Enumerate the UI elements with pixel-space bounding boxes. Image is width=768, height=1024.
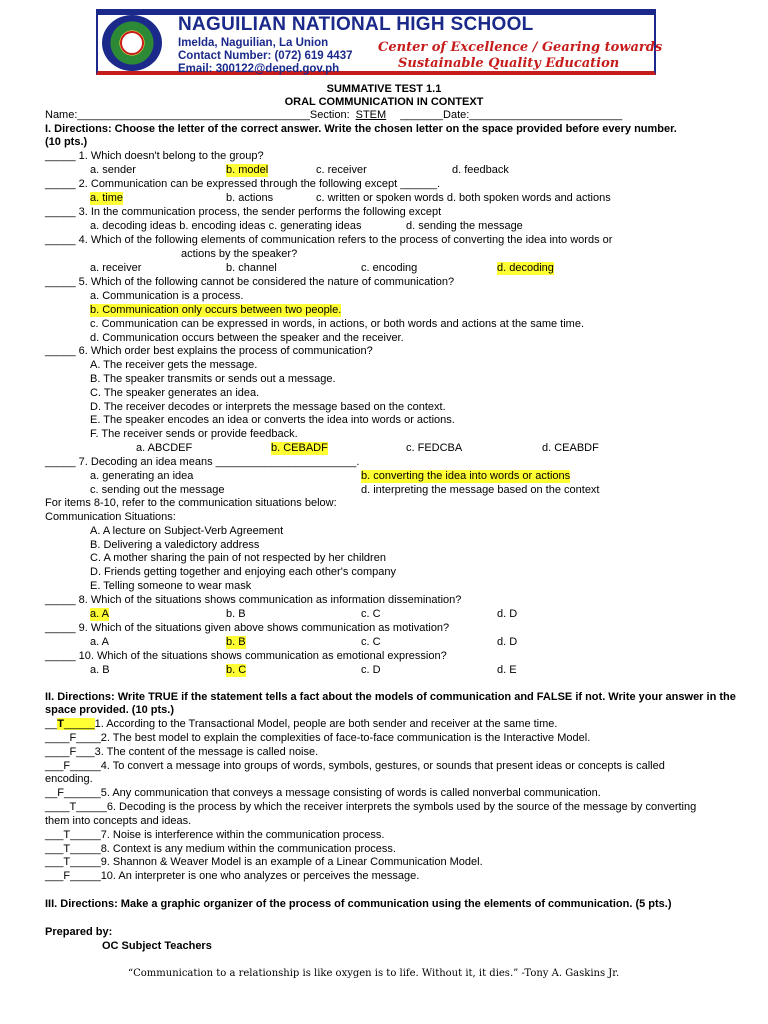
- q10-choice-c: c. D: [361, 664, 381, 676]
- q6-choice-c: c. FEDCBA: [406, 442, 463, 454]
- q4-stem-cont: actions by the speaker?: [181, 248, 298, 260]
- tf-item-8: ___T_____8. Context is any medium within the communication process.: [45, 843, 396, 855]
- q1-choice-c: c. receiver: [316, 164, 367, 176]
- q10-stem: _____ 10. Which of the situations shows communication as emotional expression?: [45, 650, 447, 662]
- tf-item-4: ___F_____4. To convert a message into groups of words, symbols, gestures, or sounds that present ideas or concepts is called: [45, 760, 665, 772]
- situation-item: D. Friends getting together and enjoying each other's company: [90, 566, 397, 578]
- q6-stem: _____ 6. Which order best explains the process of communication?: [45, 345, 373, 357]
- school-contact-number: Contact Number: (072) 619 4437: [178, 50, 353, 62]
- name-label: Name:______________________________________: [45, 109, 310, 121]
- q2-stem: _____ 2. Communication can be expressed through the following except ______.: [45, 178, 441, 190]
- school-email: Email: 300122@deped.gov.ph: [178, 63, 340, 75]
- tf-answer: T: [69, 801, 77, 813]
- tf-answer: F: [57, 787, 64, 799]
- section-value: STEM: [355, 109, 387, 121]
- situation-item: A. A lecture on Subject-Verb Agreement: [90, 525, 284, 537]
- situations-label: Communication Situations:: [45, 511, 176, 523]
- tf-item-7: ___T_____7. Noise is interference within the communication process.: [45, 829, 385, 841]
- tf-answer: T: [63, 856, 71, 868]
- q6-choice-a: a. ABCDEF: [136, 442, 193, 454]
- q9-choice-c: c. C: [361, 636, 381, 648]
- tf-item-6-cont: them into concepts and ideas.: [45, 815, 192, 827]
- q3-choice-d: d. sending the message: [406, 220, 523, 232]
- q9-choice-a: a. A: [90, 636, 109, 648]
- q5-choice-a: a. Communication is a process.: [90, 290, 244, 302]
- q9-choice-b: b. B: [226, 636, 246, 648]
- q5-choice-b: b. Communication only occurs between two people.: [90, 304, 342, 316]
- prepared-by-label: Prepared by:: [45, 926, 113, 938]
- test-title: SUMMATIVE TEST 1.1: [326, 83, 442, 95]
- q7-choice-d: d. interpreting the message based on the context: [361, 484, 600, 496]
- school-motto-line2: Sustainable Quality Education: [398, 56, 620, 71]
- q3-stem: _____ 3. In the communication process, the sender performs the following except: [45, 206, 442, 218]
- part1-points: (10 pts.): [45, 136, 88, 148]
- tf-answer: T: [63, 843, 71, 855]
- q8-choice-d: d. D: [497, 608, 518, 620]
- q3-choice-abc: a. decoding ideas b. encoding ideas c. generating ideas: [90, 220, 362, 232]
- q6-step: F. The receiver sends or provide feedback.: [90, 428, 298, 440]
- prepared-by-teachers: OC Subject Teachers: [102, 940, 212, 952]
- q6-choice-d: d. CEABDF: [542, 442, 599, 454]
- q10-choice-d: d. E: [497, 664, 517, 676]
- q5-choice-c: c. Communication can be expressed in words, in actions, or both words and actions at the same time.: [90, 318, 585, 330]
- situation-item: E. Telling someone to wear mask: [90, 580, 252, 592]
- q7-choice-a: a. generating an idea: [90, 470, 194, 482]
- tf-answer: T: [63, 829, 71, 841]
- school-address: Imelda, Naguilian, La Union: [178, 37, 329, 49]
- tf-item-4-cont: encoding.: [45, 773, 93, 785]
- q4-choice-c: c. encoding: [361, 262, 418, 274]
- items-note: For items 8-10, refer to the communication situations below:: [45, 497, 337, 509]
- subject-title: ORAL COMMUNICATION IN CONTEXT: [284, 96, 484, 108]
- tf-answer: F: [63, 870, 71, 882]
- tf-item-3: ____F___3. The content of the message is called noise.: [45, 746, 319, 758]
- part2-directions-cont: space provided. (10 pts.): [45, 704, 174, 716]
- seal-center: [120, 31, 144, 55]
- school-name: NAGUILIAN NATIONAL HIGH SCHOOL: [178, 14, 534, 35]
- q1-choice-b: b. model: [226, 164, 269, 176]
- q4-choice-d: d. decoding: [497, 262, 554, 274]
- q1-choice-a: a. sender: [90, 164, 136, 176]
- tf-answer: F: [63, 760, 71, 772]
- q8-stem: _____ 8. Which of the situations shows communication as information dissemination?: [45, 594, 462, 606]
- q6-choice-b: b. CEBADF: [271, 442, 328, 454]
- q1-choice-d: d. feedback: [452, 164, 509, 176]
- q2-choice-b: b. actions: [226, 192, 274, 204]
- q1-stem: _____ 1. Which doesn't belong to the group?: [45, 150, 264, 162]
- q6-step: A. The receiver gets the message.: [90, 359, 258, 371]
- q7-stem: _____ 7. Decoding an idea means _______________________.: [45, 456, 360, 468]
- school-seal-logo: [102, 15, 162, 71]
- school-header-banner: [96, 9, 663, 75]
- q6-step: E. The speaker encodes an idea or converts the idea into words or actions.: [90, 414, 455, 426]
- part1-directions: I. Directions: Choose the letter of the correct answer. Write the chosen letter on the space provided before every number.: [45, 123, 677, 135]
- q4-choice-b: b. channel: [226, 262, 277, 274]
- q8-choice-c: c. C: [361, 608, 381, 620]
- date-label: Date:_________________________: [443, 109, 623, 121]
- situation-item: B. Delivering a valedictory address: [90, 539, 260, 551]
- part2-directions: II. Directions: Write TRUE if the statement tells a fact about the models of communication and FALSE if not. Write your answer in the: [45, 691, 736, 703]
- q5-choice-d: d. Communication occurs between the speaker and the receiver.: [90, 332, 404, 344]
- q5-stem: _____ 5. Which of the following cannot be considered the nature of communication?: [45, 276, 455, 288]
- q6-step: C. The speaker generates an idea.: [90, 387, 260, 399]
- tf-item-2: ____F____2. The best model to explain the complexities of face-to-face communication is the Interactive Model.: [45, 732, 591, 744]
- school-motto-line1: Center of Excellence / Gearing towards: [378, 40, 663, 55]
- q2-choice-c: c. written or spoken words d. both spoken words and actions: [316, 192, 611, 204]
- q7-choice-c: c. sending out the message: [90, 484, 225, 496]
- q10-choice-a: a. B: [90, 664, 110, 676]
- name-field[interactable]: Name:______________________________________Section: STEM _______Date:_________________________: [45, 109, 623, 121]
- situation-item: C. A mother sharing the pain of not respected by her children: [90, 552, 386, 564]
- part3-directions: III. Directions: Make a graphic organizer of the process of communication using the elements of communication. (5 pts.): [45, 898, 672, 910]
- tf-answer: F: [69, 732, 77, 744]
- footer-quote: “Communication to a relationship is like oxygen is to life. Without it, it dies.” -Tony A. Gaskins Jr.: [128, 968, 620, 979]
- q8-choice-a: a. A: [90, 608, 109, 620]
- tf-item-10: ___F_____10. An interpreter is one who analyzes or perceives the message.: [45, 870, 420, 882]
- q9-choice-d: d. D: [497, 636, 518, 648]
- tf-item-5: __F______5. Any communication that conveys a message consisting of words is called nonverbal communication.: [45, 787, 601, 799]
- q8-choice-b: b. B: [226, 608, 246, 620]
- q4-stem: _____ 4. Which of the following elements of communication refers to the process of converting the idea into words or: [45, 234, 613, 246]
- section-label: Section:: [309, 109, 350, 121]
- q7-choice-b: b. converting the idea into words or actions: [361, 470, 571, 482]
- q2-choice-a: a. time: [90, 192, 124, 204]
- tf-item-6: ____T_____6. Decoding is the process by which the receiver interprets the symbols used by the source of the message by converting: [45, 801, 697, 813]
- q6-step: B. The speaker transmits or sends out a message.: [90, 373, 336, 385]
- tf-item-1: __T_____1. According to the Transactional Model, people are both sender and receiver at the same time.: [45, 718, 558, 730]
- q6-step: D. The receiver decodes or interprets the message based on the context.: [90, 401, 446, 413]
- tf-item-9: ___T_____9. Shannon & Weaver Model is an example of a Linear Communication Model.: [45, 856, 483, 868]
- q9-stem: _____ 9. Which of the situations given above shows communication as motivation?: [45, 622, 450, 634]
- tf-answer: F: [69, 746, 77, 758]
- q10-choice-b: b. C: [226, 664, 247, 676]
- tf-answer: T: [57, 718, 64, 730]
- q4-choice-a: a. receiver: [90, 262, 142, 274]
